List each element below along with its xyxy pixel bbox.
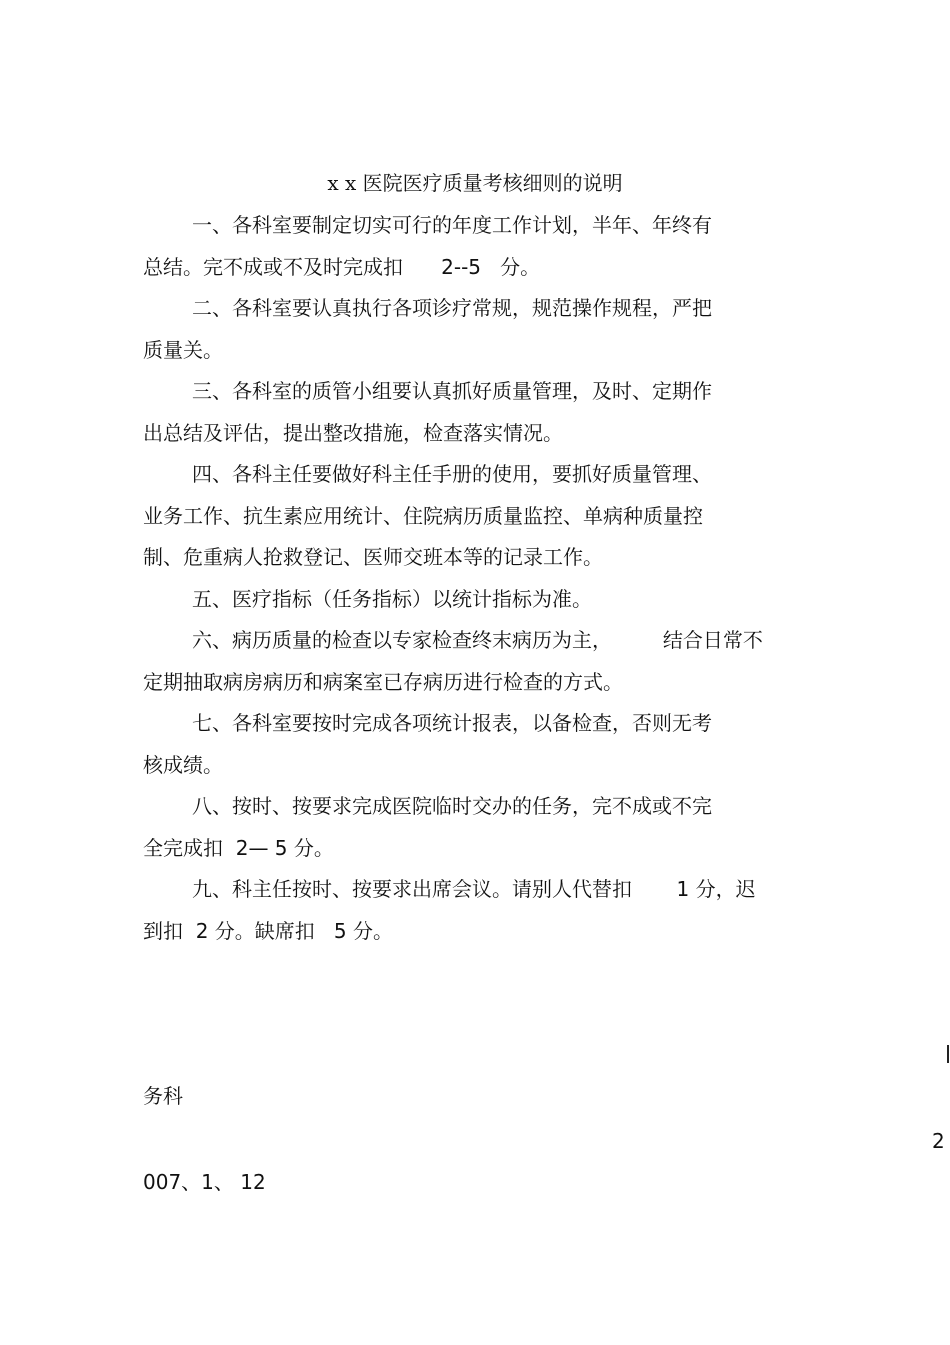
paragraph-4-line-3: 制、危重病人抢救登记、医师交班本等的记录工作。 — [143, 545, 603, 569]
document-title: x x 医院医疗质量考核细则的说明 — [327, 171, 623, 195]
paragraph-4-line-2: 业务工作、抗生素应用统计、住院病历质量监控、单病种质量控 — [143, 504, 703, 528]
paragraph-2-line-2: 质量关。 — [143, 338, 223, 362]
footer-department: 务科 — [143, 1084, 183, 1108]
paragraph-5-line-1: 五、医疗指标（任务指标）以统计指标为准。 — [192, 587, 592, 611]
footer-date-prefix: 2 — [932, 1129, 945, 1153]
paragraph-3-line-2: 出总结及评估，提出整改措施，检查落实情况。 — [143, 421, 563, 445]
page-edge-mark — [947, 1045, 949, 1063]
paragraph-2-line-1: 二、各科室要认真执行各项诊疗常规，规范操作规程，严把 — [192, 296, 712, 320]
paragraph-6-line-1: 六、病历质量的检查以专家检查终末病历为主， 结合日常不 — [192, 628, 763, 652]
paragraph-1-line-2: 总结。完不成或不及时完成扣 2--5 分。 — [143, 255, 541, 279]
paragraph-9-line-2: 到扣 2 分。缺席扣 5 分。 — [143, 919, 393, 943]
paragraph-3-line-1: 三、各科室的质管小组要认真抓好质量管理，及时、定期作 — [192, 379, 712, 403]
paragraph-8-line-1: 八、按时、按要求完成医院临时交办的任务，完不成或不完 — [192, 794, 712, 818]
paragraph-7-line-2: 核成绩。 — [143, 753, 223, 777]
paragraph-6-line-2: 定期抽取病房病历和病案室已存病历进行检查的方式。 — [143, 670, 623, 694]
paragraph-7-line-1: 七、各科室要按时完成各项统计报表，以备检查，否则无考 — [192, 711, 712, 735]
paragraph-8-line-2: 全完成扣 2— 5 分。 — [143, 836, 334, 860]
footer-date: 007、1、 12 — [143, 1170, 266, 1194]
paragraph-1-line-1: 一、各科室要制定切实可行的年度工作计划，半年、年终有 — [192, 213, 712, 237]
paragraph-4-line-1: 四、各科主任要做好科主任手册的使用，要抓好质量管理、 — [192, 462, 712, 486]
paragraph-9-line-1: 九、科主任按时、按要求出席会议。请别人代替扣 1 分，迟 — [192, 877, 756, 901]
